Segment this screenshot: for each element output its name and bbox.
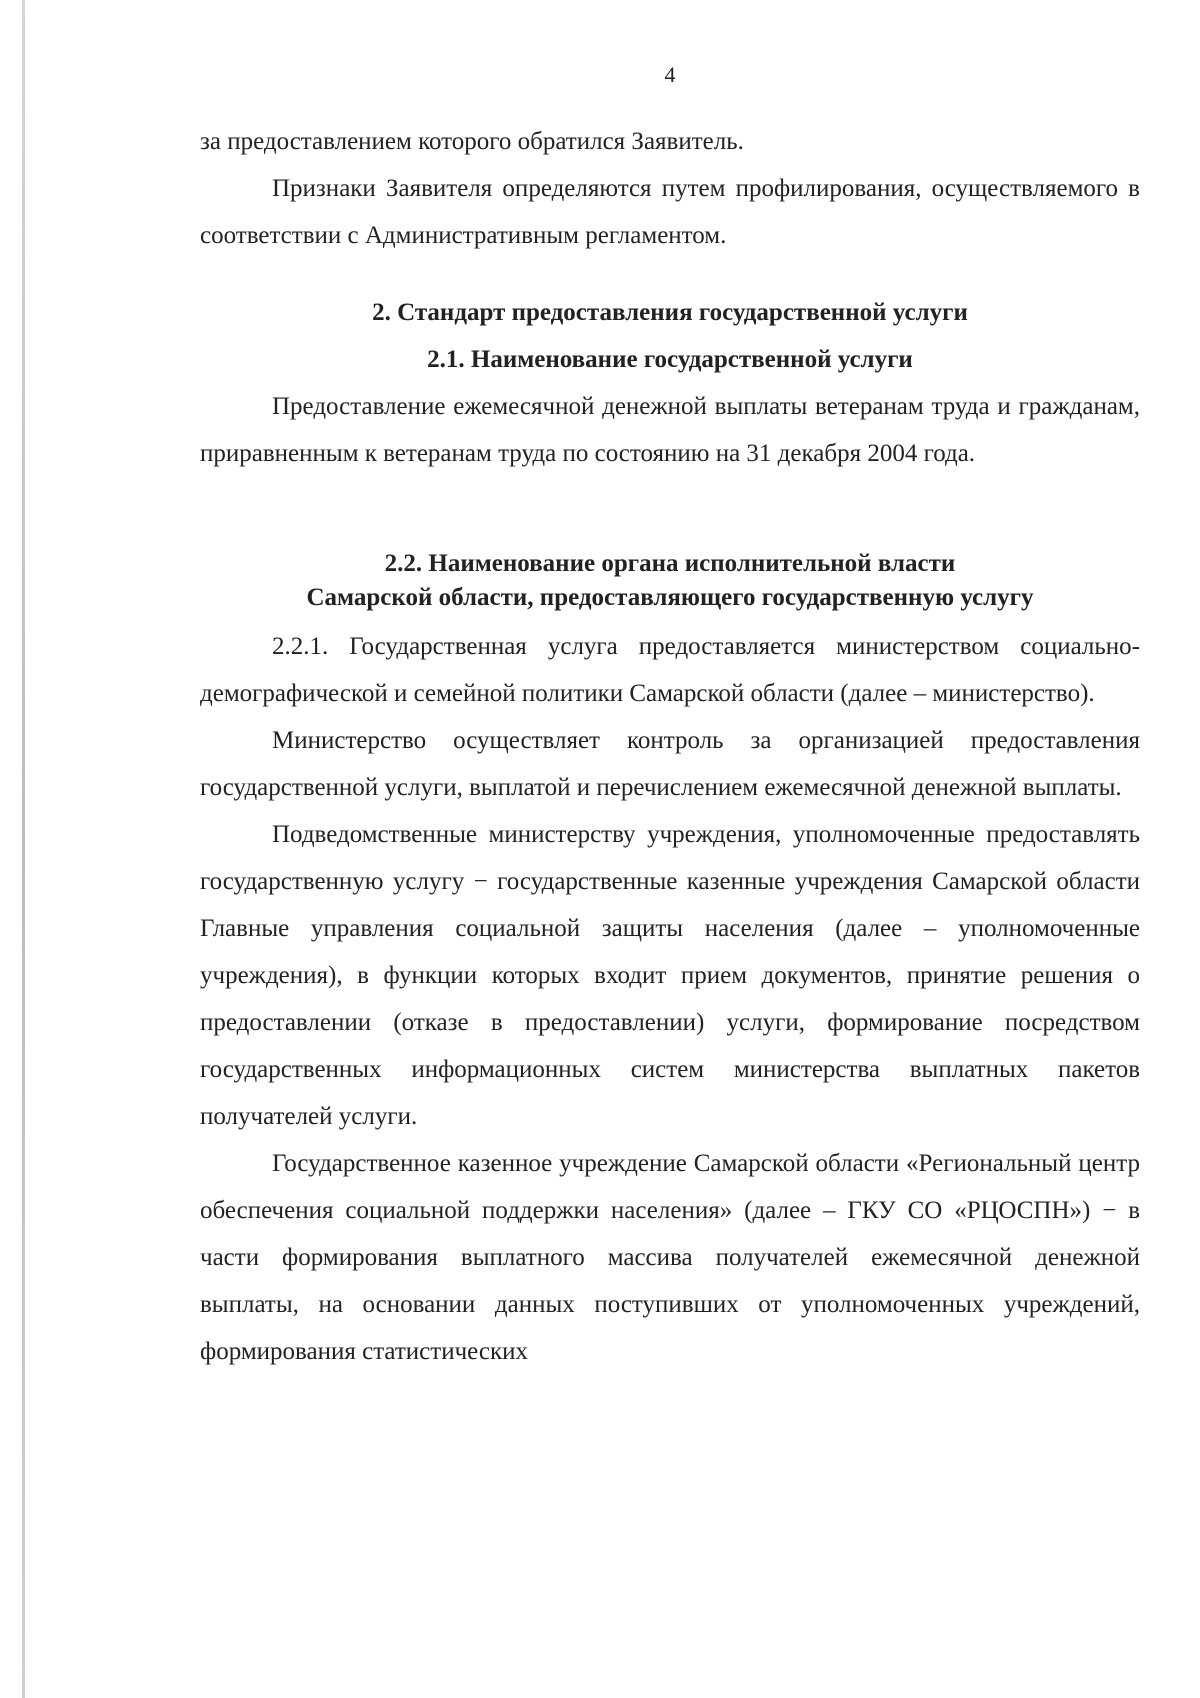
spacer	[200, 615, 1140, 623]
paragraph-gku-rcospn: Государственное казенное учреждение Самарской области «Региональный центр обеспечения социальной поддержки населения» (далее – ГКУ СО «РЦОСПН») − в части формирования выплатного массива получателей ежемесячной денежной выплаты, на основании данных поступивших от уполномоченных учреждений, формирования статистических	[200, 1150, 1140, 1365]
paragraph-subordinate-institutions: Подведомственные министерству учреждения, уполномоченные предоставлять государственную услугу − государственные казенные учреждения Самарской области Главные управления социальной защиты населения (далее – уполномоченные учреждения), в функции которых входит прием документов, принятие решения о предоставлении (отказе в предоставлении) услуги, формирование посредством государственных информационных систем министерства выплатных пакетов получателей услуги.	[200, 821, 1140, 1130]
spacer	[200, 477, 1140, 547]
paragraph-2-2-1: 2.2.1. Государственная услуга предоставляется министерством социально-демографической и семейной политики Самарской области (далее – министерство).	[200, 633, 1140, 707]
scan-edge-line	[22, 0, 25, 1698]
paragraph-continuation: за предоставлением которого обратился Заявитель.	[200, 128, 744, 155]
subsection-heading-2-2-line2: Самарской области, предоставляющего государственную услугу	[306, 584, 1034, 611]
spacer	[200, 259, 1140, 289]
subsection-heading-2-2-line1: 2.2. Наименование органа исполнительной власти	[384, 550, 956, 577]
subsection-heading-2-1: 2.1. Наименование государственной услуги	[427, 346, 913, 373]
paragraph-service-name: Предоставление ежемесячной денежной выплаты ветеранам труда и гражданам, приравненным к ветеранам труда по состоянию на 31 декабря 2004 года.	[200, 393, 1140, 467]
paragraph-applicant-signs: Признаки Заявителя определяются путем профилирования, осуществляемого в соответствии с Административным регламентом.	[200, 175, 1140, 249]
document-body	[200, 118, 1140, 1375]
paragraph-ministry-control: Министерство осуществляет контроль за организацией предоставления государственной услуги, выплатой и перечислением ежемесячной денежной выплаты.	[200, 727, 1140, 801]
page-number: 4	[664, 62, 676, 87]
section-heading-2: 2. Стандарт предоставления государственной услуги	[372, 299, 968, 326]
